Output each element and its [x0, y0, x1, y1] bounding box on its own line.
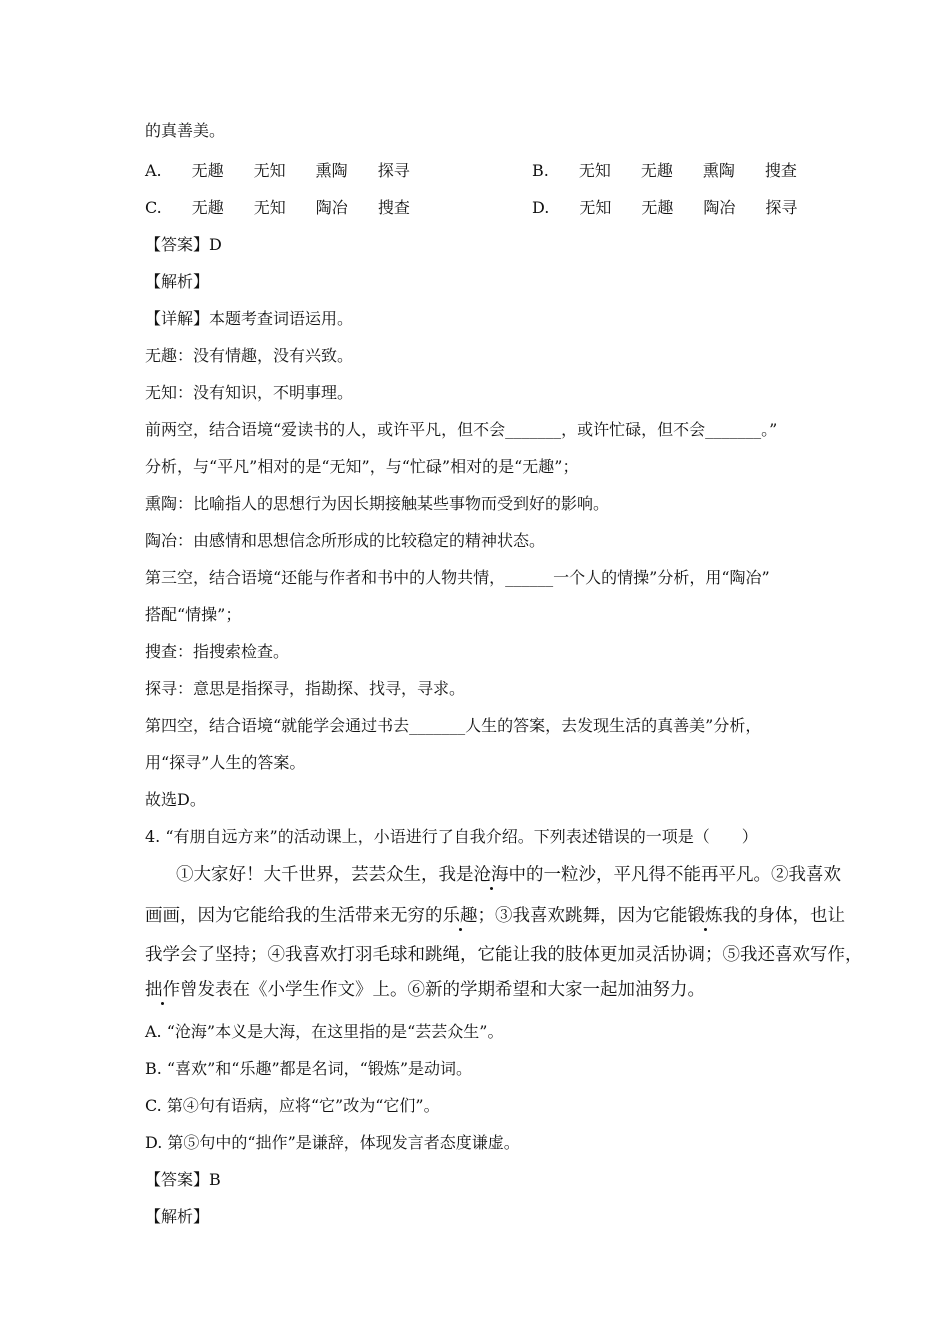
q4-option-c: C. 第④句有语病，应将“它”改为“它们”。 — [145, 1096, 440, 1115]
option-label: C. — [145, 198, 162, 217]
option-label: D. — [532, 198, 550, 217]
q4-passage-line — [145, 905, 845, 927]
q3-tail-text: 的真善美。 — [145, 121, 226, 140]
q4-option-d: D. 第⑤句中的“拙作”是谦辞，体现发言者态度谦虚。 — [145, 1133, 520, 1152]
option-word: 无趣 — [640, 161, 673, 180]
option-word: 熏陶 — [315, 161, 348, 180]
passage-text: 我的身体，也让 — [722, 906, 845, 926]
analysis-line: 无趣：没有情趣，没有兴致。 — [145, 346, 354, 365]
option-word: 无趣 — [191, 198, 224, 217]
option-word: 陶冶 — [703, 198, 736, 217]
passage-text: 画画，因为它能给我的生活带来无穷的 — [145, 906, 443, 926]
q3-option-a — [145, 160, 440, 182]
passage-emphasis: 乐趣 — [442, 906, 478, 926]
analysis-line: 搭配“情操”； — [145, 605, 242, 624]
q3-answer: 【答案】D — [145, 235, 222, 254]
analysis-line: 探寻：意思是指探寻，指勘探、找寻，寻求。 — [145, 679, 466, 698]
option-word: 无知 — [253, 198, 286, 217]
option-word: 搜查 — [764, 161, 797, 180]
option-label: A. — [145, 161, 162, 180]
q4-stem-text: 的一项是（ ） — [629, 827, 758, 846]
analysis-line: 熏陶：比喻指人的思想行为因长期接触某些事物而受到好的影响。 — [145, 494, 610, 513]
q4-option-a: A. “沧海”本义是大海，在这里指的是“芸芸众生”。 — [145, 1022, 504, 1041]
option-word: 无知 — [578, 161, 611, 180]
q4-passage-line — [145, 979, 705, 1001]
passage-text: ；③我喜欢跳舞，因为它能 — [477, 906, 688, 926]
passage-emphasis: 拙作 — [145, 980, 180, 1000]
option-word: 陶冶 — [315, 198, 348, 217]
analysis-line: 故选D。 — [145, 790, 206, 809]
q4-passage-line — [176, 864, 841, 886]
passage-emphasis: 沧海 — [473, 865, 509, 885]
q4-stem-emphasis: 错误 — [597, 827, 630, 846]
q3-analysis-heading: 【解析】 — [145, 272, 210, 291]
option-word: 无趣 — [641, 198, 674, 217]
q3-option-c — [145, 197, 440, 219]
q4-passage-line: 我学会了坚持；④我喜欢打羽毛球和跳绳，它能让我的肢体更加灵活协调；⑤我还喜欢写作， — [145, 945, 863, 965]
option-word: 熏陶 — [702, 161, 735, 180]
q4-option-b: B. “喜欢”和“乐趣”都是名词，“锻炼”是动词。 — [145, 1059, 473, 1078]
passage-emphasis: 锻炼 — [687, 906, 723, 926]
analysis-line: 陶冶：由感情和思想信念所形成的比较稳定的精神状态。 — [145, 531, 546, 550]
q4-stem — [145, 826, 758, 848]
q4-answer: 【答案】B — [145, 1170, 221, 1189]
passage-text: 曾发表在《小学生作文》上。⑥新的学期希望和大家一起加油努力。 — [180, 980, 705, 1000]
analysis-line: 前两空，结合语境“爱读书的人，或许平凡，但不会_______，或许忙碌，但不会_______。” — [145, 420, 778, 439]
option-word: 无知 — [579, 198, 612, 217]
analysis-line: 【详解】本题考查词语运用。 — [145, 309, 354, 328]
option-label: B. — [532, 161, 549, 180]
analysis-line: 用“探寻”人生的答案。 — [145, 753, 306, 772]
passage-text: 喜欢 — [806, 865, 841, 885]
option-word: 探寻 — [765, 198, 798, 217]
option-word: 搜查 — [377, 198, 410, 217]
q4-analysis-heading: 【解析】 — [145, 1207, 210, 1226]
analysis-line: 无知：没有知识，不明事理。 — [145, 383, 354, 402]
passage-text: 中的一粒沙，平凡得不能再平凡。②我 — [508, 865, 806, 885]
analysis-line: 分析，与“平凡”相对的是“无知”，与“忙碌”相对的是“无趣”； — [145, 457, 579, 476]
q3-option-d — [532, 197, 827, 219]
option-word: 探寻 — [377, 161, 410, 180]
analysis-line: 第四空，结合语境“就能学会通过书去_______人生的答案，去发现生活的真善美”分析， — [145, 716, 762, 735]
analysis-line: 第三空，结合语境“还能与作者和书中的人物共情，______一个人的情操”分析，用“陶冶” — [145, 568, 770, 587]
q3-option-b — [532, 160, 827, 182]
option-word: 无知 — [253, 161, 286, 180]
passage-text: ①大家好！大千世界，芸芸众生，我是 — [176, 865, 474, 885]
option-word: 无趣 — [191, 161, 224, 180]
analysis-line: 搜查：指搜索检查。 — [145, 642, 290, 661]
q4-stem-text: 4. “有朋自远方来”的活动课上，小语进行了自我介绍。下列表述 — [145, 827, 598, 846]
